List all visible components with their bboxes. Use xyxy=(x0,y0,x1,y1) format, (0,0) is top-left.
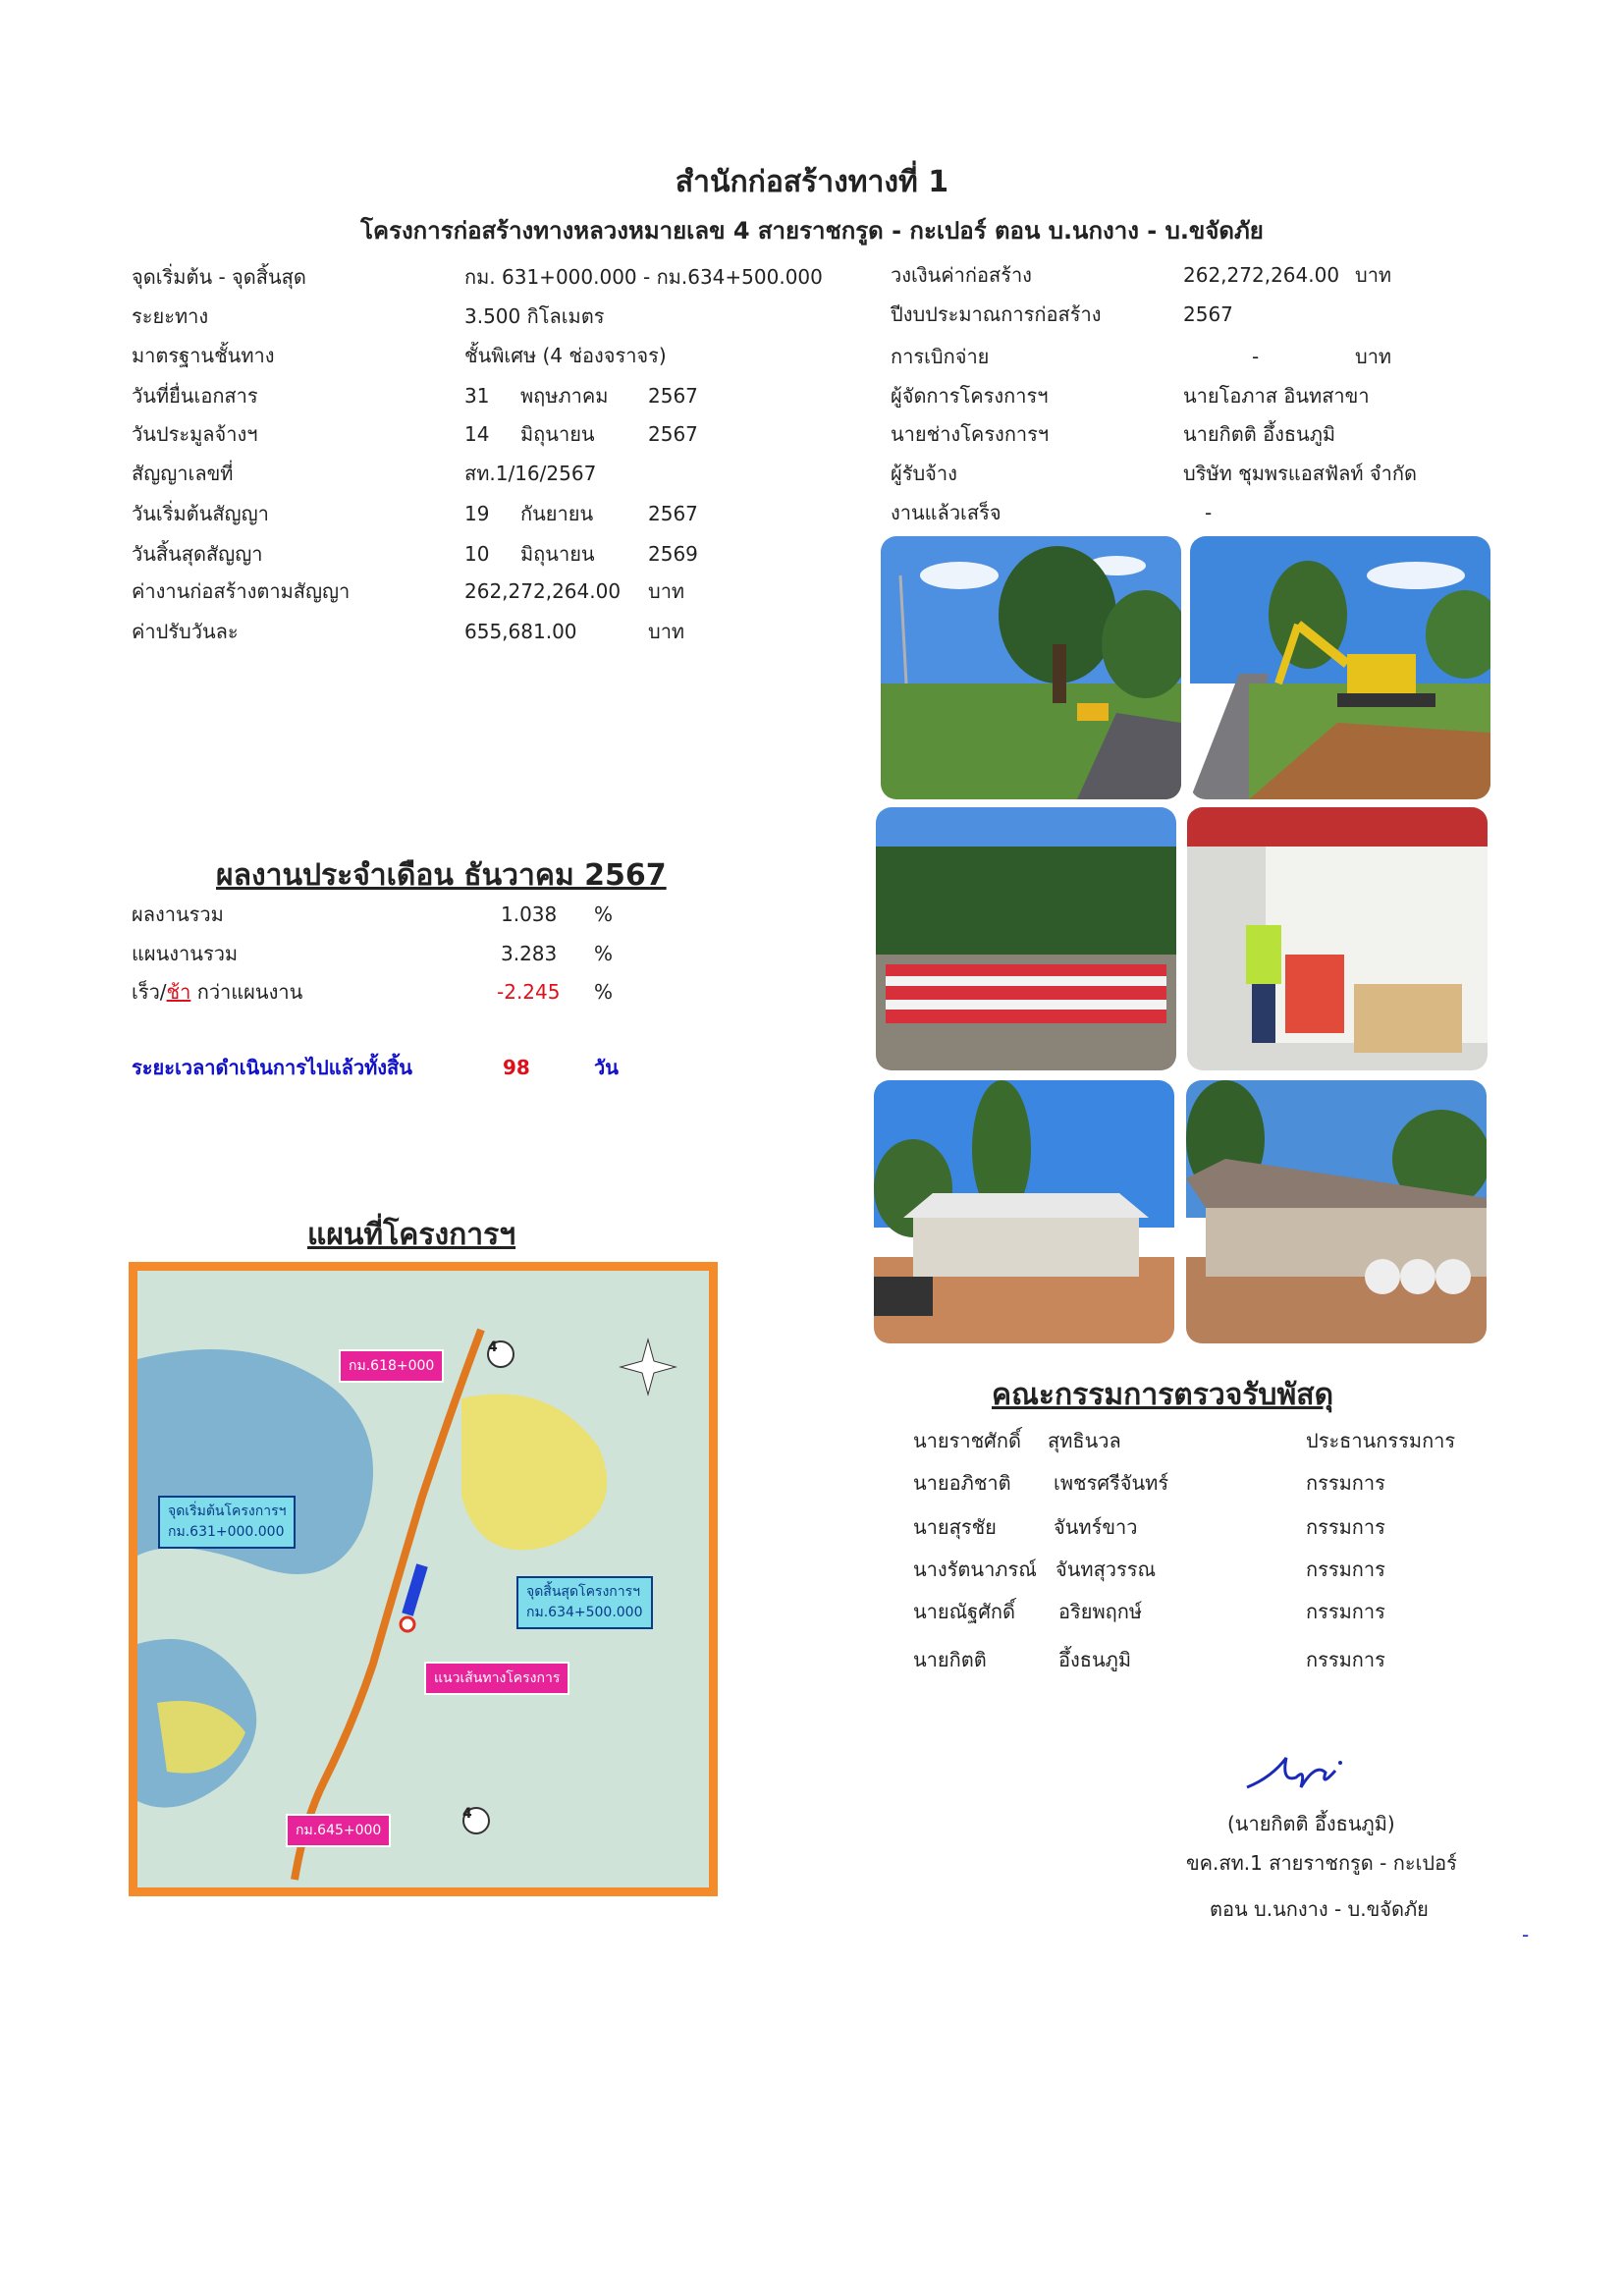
info-value: สท.1/16/2567 xyxy=(464,462,597,485)
member-role: ประธานกรรมการ xyxy=(1306,1429,1456,1452)
date-year: 2567 xyxy=(648,384,698,408)
signer-section: ตอน บ.นกงาง - บ.ขจัดภัย xyxy=(1210,1897,1429,1921)
member-first: นายณัฐศักดิ์ xyxy=(913,1600,1016,1623)
info-label: วันเริ่มต้นสัญญา xyxy=(132,502,269,525)
date-month: กันยายน xyxy=(520,502,594,525)
info-label: ปีงบประมาณการก่อสร้าง xyxy=(891,302,1102,326)
signature-mark xyxy=(1242,1743,1360,1802)
info-value: 655,681.00 xyxy=(464,620,577,643)
elapsed-value: 98 xyxy=(503,1056,530,1079)
map-label-start xyxy=(158,1496,296,1549)
project-map xyxy=(129,1262,718,1896)
committee-title: คณะกรรมการตรวจรับพัสดุ xyxy=(992,1378,1334,1412)
date-year: 2567 xyxy=(648,422,698,446)
member-last: อึ้งธนภูมิ xyxy=(1058,1648,1132,1671)
member-role: กรรมการ xyxy=(1306,1600,1385,1623)
info-value: นายกิตติ อึ้งธนภูมิ xyxy=(1183,422,1336,446)
info-label: การเบิกจ่าย xyxy=(891,345,990,368)
project-title: โครงการก่อสร้างทางหลวงหมายเลข 4 สายราชกรูด - กะเปอร์ ตอน บ.นกงาง - บ.ขจัดภัย xyxy=(360,217,1264,245)
info-value: 2567 xyxy=(1183,302,1233,326)
info-unit: บาท xyxy=(648,620,685,643)
end-label-1: จุดสิ้นสุดโครงการฯ xyxy=(526,1584,641,1600)
info-label: ผู้รับจ้าง xyxy=(891,462,957,485)
info-value: 3.500 กิโลเมตร xyxy=(464,304,605,328)
progress-label: แผนงานรวม xyxy=(132,942,239,965)
member-last: สุทธินวล xyxy=(1048,1429,1121,1452)
site-photo-road-trees xyxy=(881,536,1181,799)
date-day: 10 xyxy=(464,542,490,566)
date-year: 2567 xyxy=(648,502,698,525)
date-day: 19 xyxy=(464,502,490,525)
signer-name: (นายกิตติ อึ้งธนภูมิ) xyxy=(1227,1812,1395,1835)
member-last: เพชรศรีจันทร์ xyxy=(1054,1471,1169,1495)
progress-value: 3.283 xyxy=(501,942,558,965)
map-label-route: แนวเส้นทางโครงการ xyxy=(424,1662,569,1695)
member-first: นางรัตนาภรณ์ xyxy=(913,1558,1037,1581)
member-role: กรรมการ xyxy=(1306,1471,1385,1495)
start-label-1: จุดเริ่มต้นโครงการฯ xyxy=(168,1503,287,1519)
info-label: นายช่างโครงการฯ xyxy=(891,422,1050,446)
map-label-end xyxy=(516,1576,653,1629)
progress-title: ผลงานประจำเดือน ธันวาคม 2567 xyxy=(216,858,667,893)
info-value: - xyxy=(1205,501,1213,524)
elapsed-unit: วัน xyxy=(594,1056,619,1079)
site-photo-barriers xyxy=(876,807,1176,1070)
member-first: นายสุรชัย xyxy=(913,1515,997,1539)
end-label-2: กม.634+500.000 xyxy=(526,1605,643,1620)
info-value: 262,272,264.00 xyxy=(464,579,622,603)
variance-slow: ช้า xyxy=(166,980,191,1004)
office-title: สำนักก่อสร้างทางที่ 1 xyxy=(675,165,949,199)
date-day: 31 xyxy=(464,384,490,408)
member-last: อริยพฤกษ์ xyxy=(1058,1600,1143,1623)
signer-position: ขค.สท.1 สายราชกรูด - กะเปอร์ xyxy=(1186,1851,1457,1875)
member-first: นายอภิชาติ xyxy=(913,1471,1011,1495)
variance-post: กว่าแผนงาน xyxy=(190,980,303,1004)
progress-unit: % xyxy=(594,902,614,926)
progress-unit: % xyxy=(594,942,614,965)
site-photo-building xyxy=(874,1080,1174,1343)
info-value: - xyxy=(1252,345,1260,368)
map-label-km-bottom: กม.645+000 xyxy=(286,1814,391,1847)
info-label: ผู้จัดการโครงการฯ xyxy=(891,384,1049,408)
info-label: ระยะทาง xyxy=(132,304,209,328)
member-last: จันทสุวรรณ xyxy=(1056,1558,1157,1581)
site-photo-camp xyxy=(1186,1080,1487,1343)
info-label: จุดเริ่มต้น - จุดสิ้นสุด xyxy=(132,265,306,289)
info-label: วงเงินค่าก่อสร้าง xyxy=(891,263,1032,287)
info-label: ค่าปรับวันละ xyxy=(132,620,239,643)
route-number: 4 xyxy=(488,1339,498,1355)
member-role: กรรมการ xyxy=(1306,1558,1385,1581)
info-label: วันประมูลจ้างฯ xyxy=(132,422,258,446)
map-title: แผนที่โครงการฯ xyxy=(307,1218,516,1252)
progress-label-variance xyxy=(132,982,302,1002)
trailing-dash: - xyxy=(1522,1923,1530,1946)
date-month: พฤษภาคม xyxy=(520,384,609,408)
info-value: บริษัท ชุมพรแอสฟัลท์ จำกัด xyxy=(1183,462,1417,485)
member-last: จันทร์ขาว xyxy=(1054,1515,1138,1539)
info-value: นายโอภาส อินทสาขา xyxy=(1183,384,1370,408)
member-role: กรรมการ xyxy=(1306,1515,1385,1539)
member-first: นายกิตติ xyxy=(913,1648,987,1671)
variance-pre: เร็ว/ xyxy=(132,980,167,1004)
map-end-marker xyxy=(401,1617,414,1631)
info-label: มาตรฐานชั้นทาง xyxy=(132,344,275,367)
member-first: นายราชศักดิ์ xyxy=(913,1429,1021,1452)
elapsed-label: ระยะเวลาดำเนินการไปแล้วทั้งสิ้น xyxy=(132,1056,412,1079)
progress-label: ผลงานรวม xyxy=(132,902,224,926)
info-value: กม. 631+000.000 - กม.634+500.000 xyxy=(464,265,823,289)
site-photo-warehouse xyxy=(1187,807,1488,1070)
info-label: วันที่ยื่นเอกสาร xyxy=(132,384,258,408)
info-unit: บาท xyxy=(1355,345,1392,368)
site-photo-excavator xyxy=(1190,536,1490,799)
info-label: สัญญาเลขที่ xyxy=(132,462,234,485)
date-month: มิถุนายน xyxy=(520,422,595,446)
progress-value-variance: -2.245 xyxy=(497,980,561,1004)
progress-value: 1.038 xyxy=(501,902,558,926)
route-number: 4 xyxy=(462,1806,472,1822)
date-day: 14 xyxy=(464,422,490,446)
info-value: ชั้นพิเศษ (4 ช่องจราจร) xyxy=(464,344,667,367)
info-unit: บาท xyxy=(648,579,685,603)
date-month: มิถุนายน xyxy=(520,542,595,566)
start-label-2: กม.631+000.000 xyxy=(168,1524,285,1540)
progress-unit: % xyxy=(594,980,614,1004)
info-unit: บาท xyxy=(1355,263,1392,287)
info-label: ค่างานก่อสร้างตามสัญญา xyxy=(132,579,351,603)
date-year: 2569 xyxy=(648,542,698,566)
member-role: กรรมการ xyxy=(1306,1648,1385,1671)
map-label-km-top: กม.618+000 xyxy=(339,1349,444,1383)
info-value: 262,272,264.00 xyxy=(1183,263,1340,287)
info-label: วันสิ้นสุดสัญญา xyxy=(132,542,263,566)
info-label: งานแล้วเสร็จ xyxy=(891,501,1001,524)
